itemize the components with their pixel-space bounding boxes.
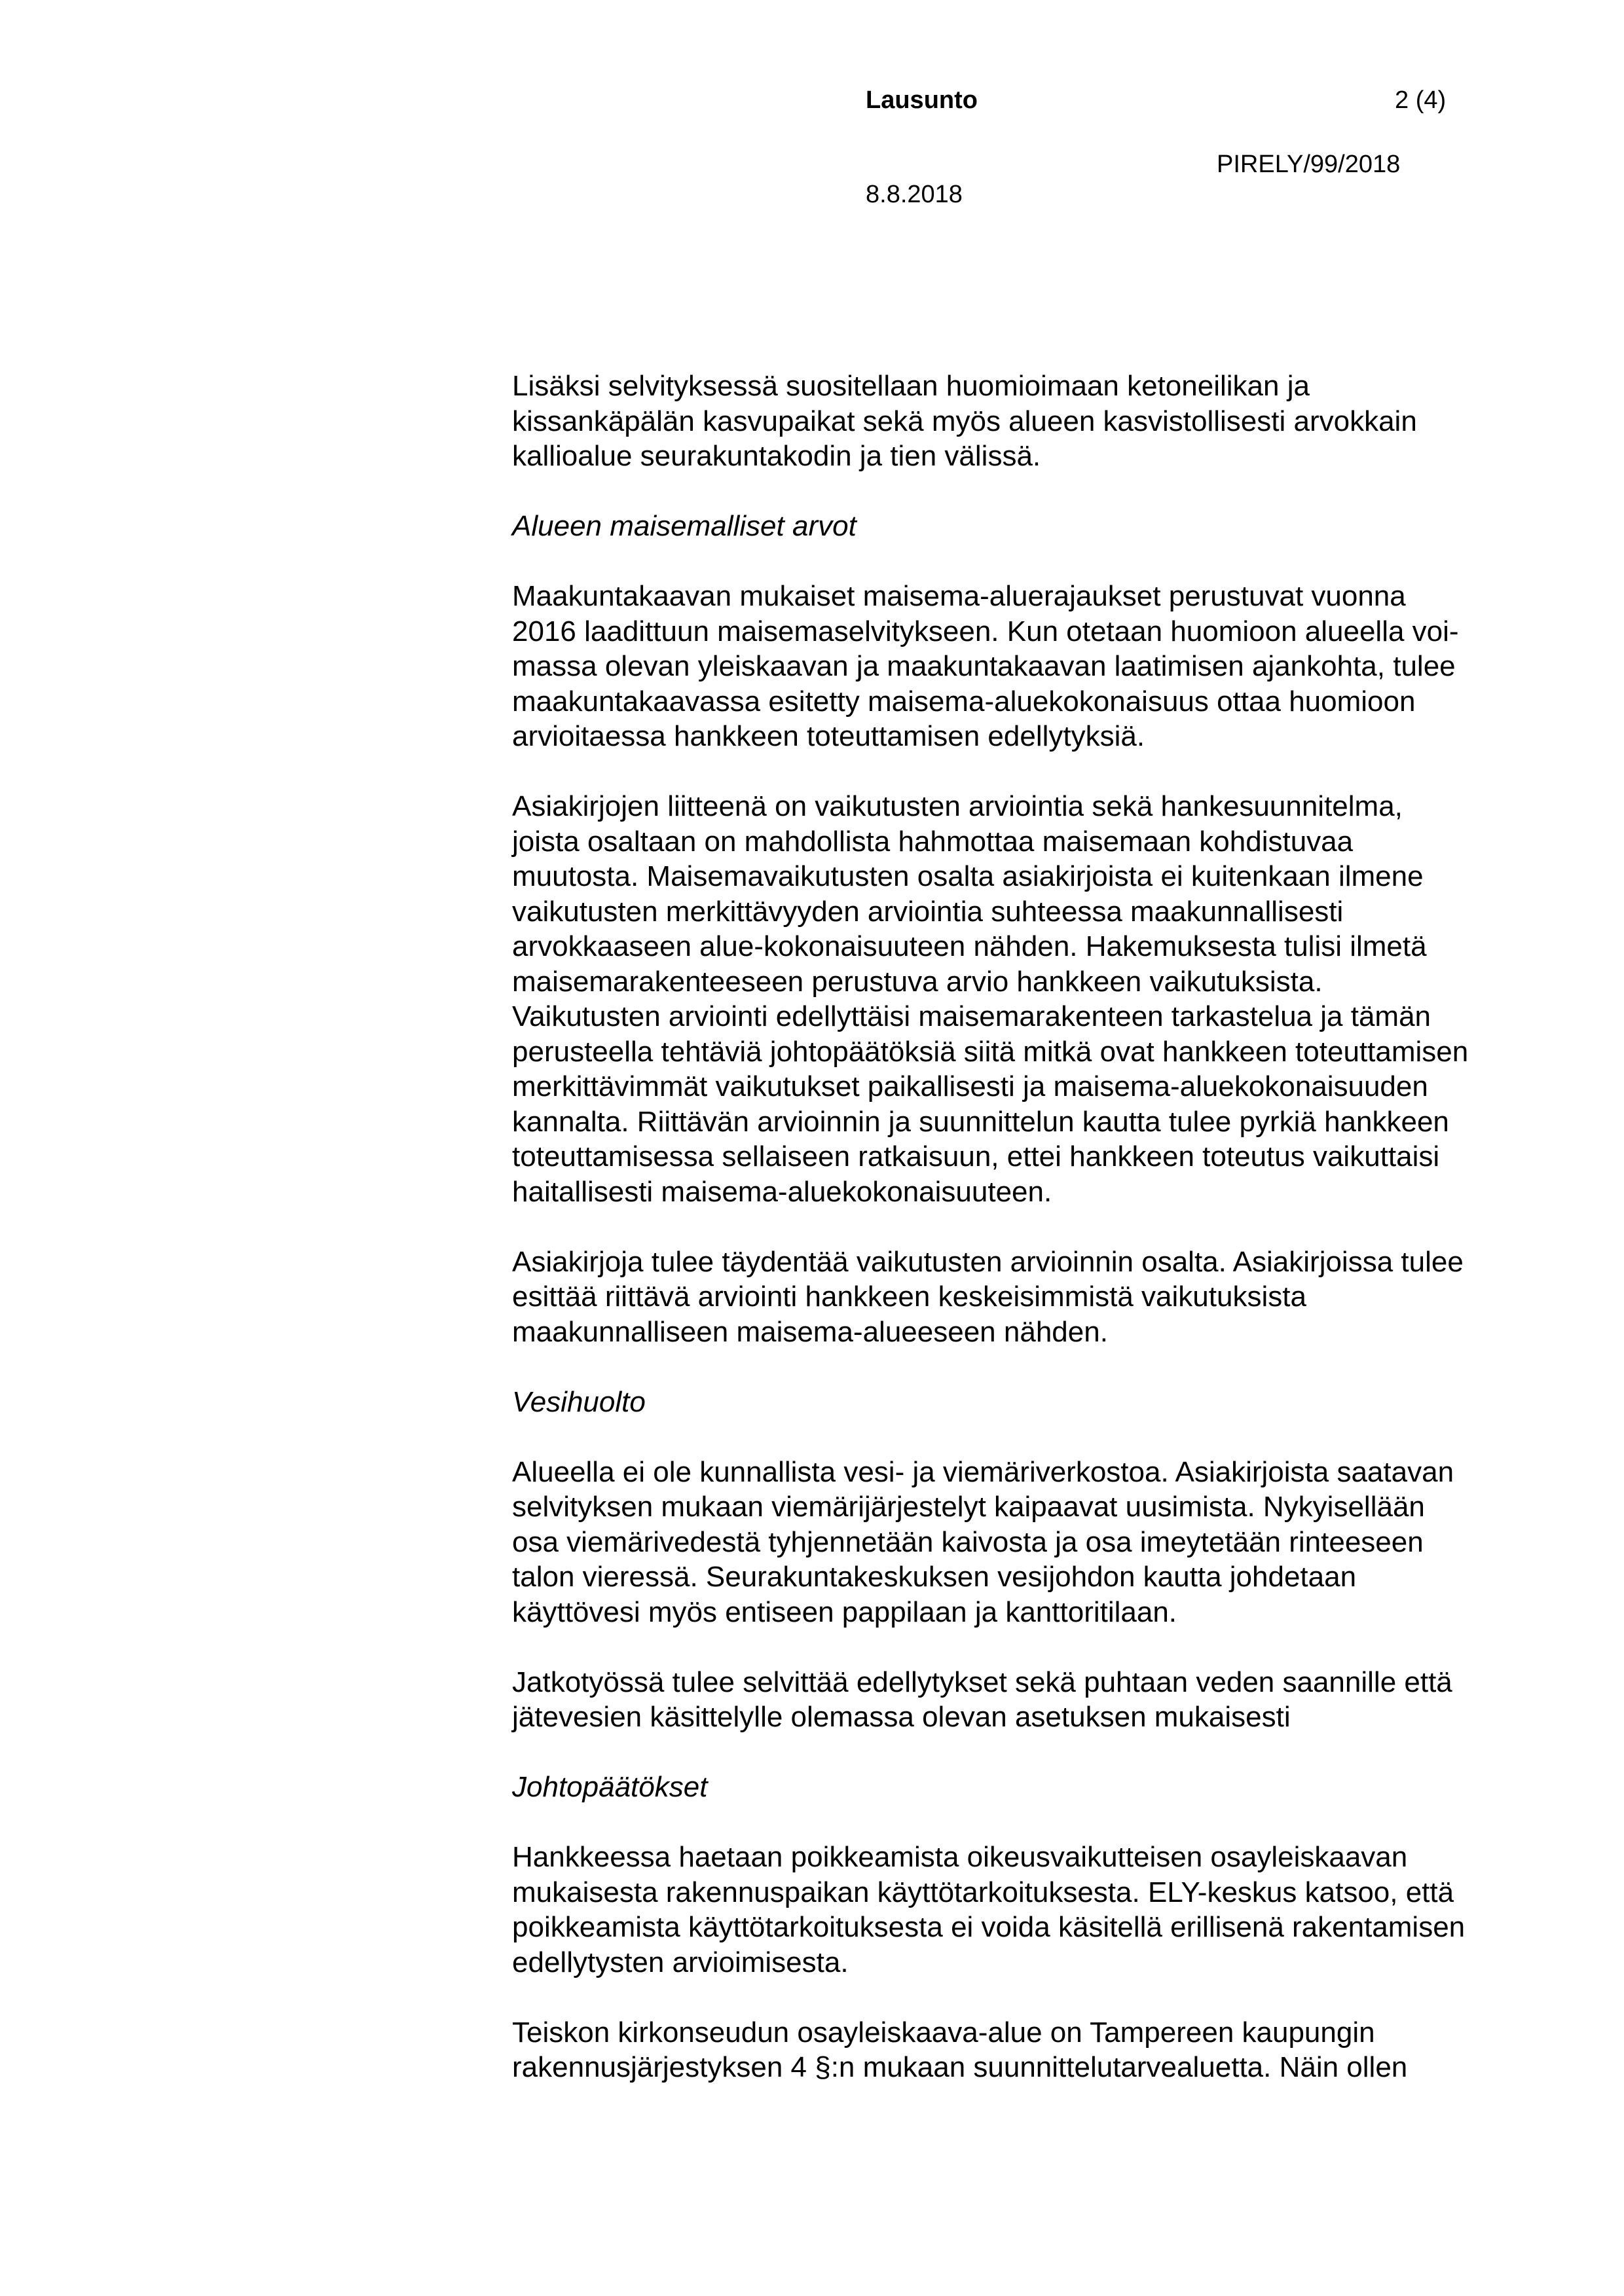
text-line: arvokkaaseen alue-kokonaisuuteen nähden. Hakemuksesta tulisi ilmetä	[512, 930, 1427, 962]
text-line: Johtopäätökset	[512, 1771, 708, 1803]
text-line: massa olevan yleiskaavan ja maakuntakaavan laatimisen ajankohta, tulee	[512, 650, 1456, 682]
paragraph	[512, 789, 1534, 1209]
text-line: edellytysten arvioimisesta.	[512, 1946, 849, 1978]
section-heading	[512, 1770, 1534, 1805]
text-line: 2016 laadittuun maisemaselvitykseen. Kun otetaan huomioon alueella voi-	[512, 615, 1459, 647]
text-line: arvioitaessa hankkeen toteuttamisen edellytyksiä.	[512, 720, 1145, 752]
text-line: käyttövesi myös entiseen pappilaan ja kanttoritilaan.	[512, 1595, 1177, 1628]
text-line: muutosta. Maisemavaikutusten osalta asiakirjoista ei kuitenkaan ilmene	[512, 860, 1424, 892]
paragraph	[512, 579, 1534, 754]
text-line: mukaisesta rakennuspaikan käyttötarkoituksesta. ELY-keskus katsoo, että	[512, 1876, 1454, 1908]
text-line: haitallisesti maisema-aluekokonaisuuteen.	[512, 1175, 1052, 1208]
paragraph	[512, 1840, 1534, 1980]
text-line: perusteella tehtäviä johtopäätöksiä siitä mitkä ovat hankkeen toteuttamisen	[512, 1035, 1469, 1068]
document-type: Lausunto	[866, 86, 978, 114]
text-line: kannalta. Riittävän arvioinnin ja suunnittelun kautta tulee pyrkiä hankkeen	[512, 1105, 1449, 1138]
text-line: talon vieressä. Seurakuntakeskuksen vesijohdon kautta johdetaan	[512, 1561, 1357, 1593]
text-line: Vaikutusten arviointi edellyttäisi maisemarakenteen tarkastelua ja tämän	[512, 1000, 1431, 1032]
text-line: kissankäpälän kasvupaikat sekä myös alueen kasvistollisesti arvokkain	[512, 405, 1417, 437]
text-line: rakennusjärjestyksen 4 §:n mukaan suunnittelutarvealuetta. Näin ollen	[512, 2051, 1408, 2083]
text-line: Asiakirjojen liitteenä on vaikutusten arviointia sekä hankesuunnitelma,	[512, 790, 1403, 822]
text-line: osa viemärivedestä tyhjennetään kaivosta ja osa imeytetään rinteeseen	[512, 1525, 1424, 1558]
section-heading	[512, 1385, 1534, 1420]
text-line: maisemarakenteeseen perustuva arvio hankkeen vaikutuksista.	[512, 965, 1323, 998]
text-line: joista osaltaan on mahdollista hahmottaa maisemaan kohdistuvaa	[512, 825, 1354, 858]
section-heading	[512, 509, 1534, 544]
text-line: merkittävimmät vaikutukset paikallisesti ja maisema-aluekokonaisuuden	[512, 1070, 1428, 1102]
text-line: maakuntakaavassa esitetty maisema-aluekokonaisuus ottaa huomioon	[512, 685, 1416, 718]
text-line: Asiakirjoja tulee täydentää vaikutusten arvioinnin osalta. Asiakirjoissa tulee	[512, 1245, 1464, 1278]
paragraph	[512, 1665, 1534, 1735]
text-line: maakunnalliseen maisema-alueeseen nähden.	[512, 1315, 1108, 1348]
text-line: Vesihuolto	[512, 1385, 646, 1418]
text-line: Maakuntakaavan mukaiset maisema-aluerajaukset perustuvat vuonna	[512, 580, 1406, 612]
text-line: esittää riittävä arviointi hankkeen keskeisimmistä vaikutuksista	[512, 1281, 1306, 1313]
text-line: toteuttamisessa sellaiseen ratkaisuun, ettei hankkeen toteutus vaikuttaisi	[512, 1140, 1440, 1173]
text-line: Jatkotyössä tulee selvittää edellytykset sekä puhtaan veden saannille että	[512, 1666, 1452, 1698]
paragraph	[512, 1245, 1534, 1350]
text-line: Alueen maisemalliset arvot	[512, 510, 857, 542]
reference-number: PIRELY/99/2018	[1217, 151, 1401, 178]
document-body	[512, 369, 1534, 2120]
text-line: Lisäksi selvityksessä suositellaan huomioimaan ketoneilikan ja	[512, 370, 1310, 402]
paragraph	[512, 1455, 1534, 1630]
text-line: poikkeamista käyttötarkoituksesta ei voida käsitellä erillisenä rakentamisen	[512, 1911, 1466, 1943]
text-line: jätevesien käsittelylle olemassa olevan asetuksen mukaisesti	[512, 1701, 1291, 1733]
document-date: 8.8.2018	[866, 181, 963, 208]
text-line: Teiskon kirkonseudun osayleiskaava-alue on Tampereen kaupungin	[512, 2016, 1375, 2049]
text-line: Hankkeessa haetaan poikkeamista oikeusvaikutteisen osayleiskaavan	[512, 1841, 1408, 1873]
paragraph	[512, 369, 1534, 474]
text-line: Alueella ei ole kunnallista vesi- ja viemäriverkostoa. Asiakirjoista saatavan	[512, 1455, 1454, 1488]
page-number: 2 (4)	[1395, 86, 1447, 114]
text-line: kallioalue seurakuntakodin ja tien välissä.	[512, 440, 1041, 472]
paragraph	[512, 2015, 1534, 2085]
text-line: vaikutusten merkittävyyden arviointia suhteessa maakunnallisesti	[512, 895, 1344, 928]
text-line: selvityksen mukaan viemärijärjestelyt kaipaavat uusimista. Nykyisellään	[512, 1491, 1425, 1523]
